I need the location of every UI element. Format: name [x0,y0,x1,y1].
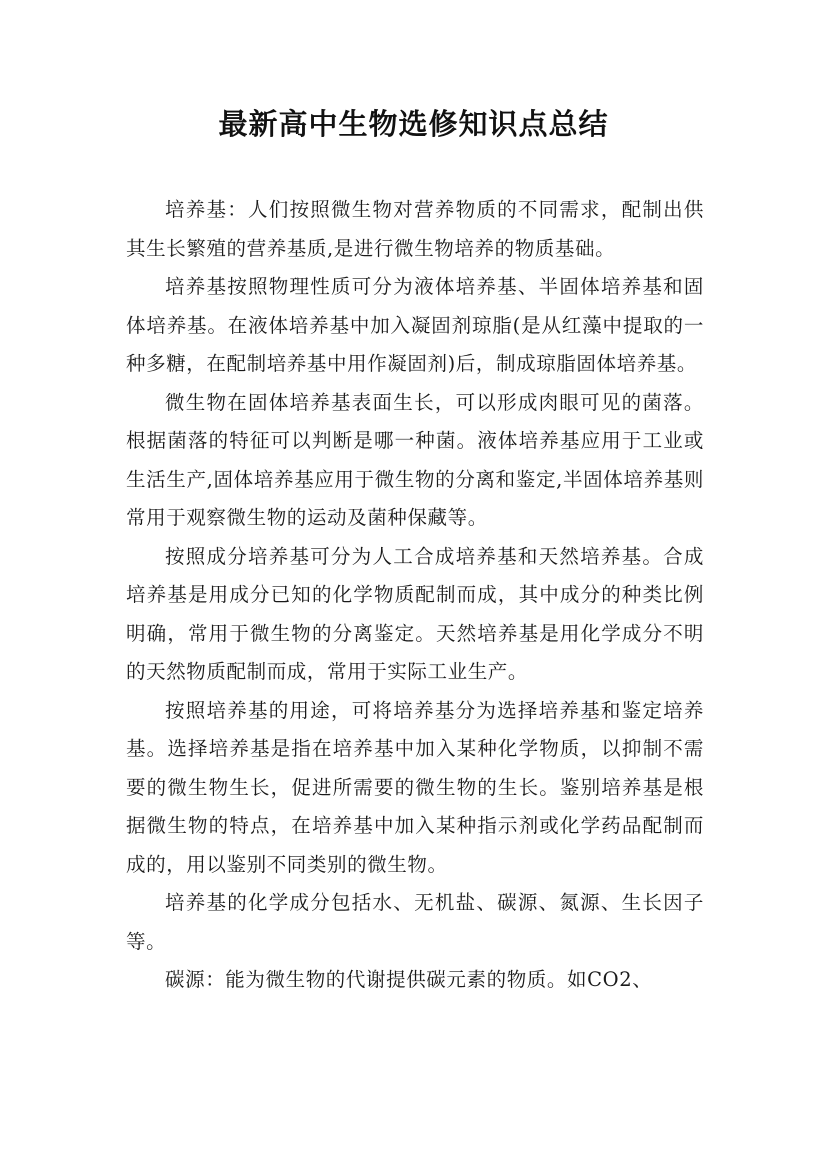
paragraph-physical-classification: 培养基按照物理性质可分为液体培养基、半固体培养基和固体培养基。在液体培养基中加入凝固剂琼脂(是从红藻中提取的一种多糖，在配制培养基中用作凝固剂)后，制成琼脂固体培养基。 [126,275,704,375]
document-title: 最新高中生物选修知识点总结 [218,107,609,141]
paragraph-purpose-classification: 按照培养基的用途，可将培养基分为选择培养基和鉴定培养基。选择培养基是指在培养基中加入某种化学物质，以抑制不需要的微生物生长，促进所需要的微生物的生长。鉴别培养基是根据微生物的特点，在培养基中加入某种指示剂或化学药品配制而成的，用以鉴别不同类别的微生物。 [126,698,704,876]
paragraph-culture-medium-definition: 培养基：人们按照微生物对营养物质的不同需求，配制出供其生长繁殖的营养基质,是进行微生物培养的物质基础。 [126,198,704,260]
paragraph-composition-classification: 按照成分培养基可分为人工合成培养基和天然培养基。合成培养基是用成分已知的化学物质配制而成，其中成分的种类比例明确，常用于微生物的分离鉴定。天然培养基是用化学成分不明的天然物质配制而成，常用于实际工业生产。 [126,544,704,683]
paragraph-colony-formation: 微生物在固体培养基表面生长，可以形成肉眼可见的菌落。根据菌落的特征可以判断是哪一种菌。液体培养基应用于工业或生活生产,固体培养基应用于微生物的分离和鉴定,半固体培养基则常用于观察微生物的运动及菌种保藏等。 [126,390,704,529]
document-body [126,191,704,1000]
paragraph-chemical-components: 培养基的化学成分包括水、无机盐、碳源、氮源、生长因子等。 [126,891,704,953]
paragraph-carbon-source: 碳源：能为微生物的代谢提供碳元素的物质。如CO2、 [165,968,653,991]
